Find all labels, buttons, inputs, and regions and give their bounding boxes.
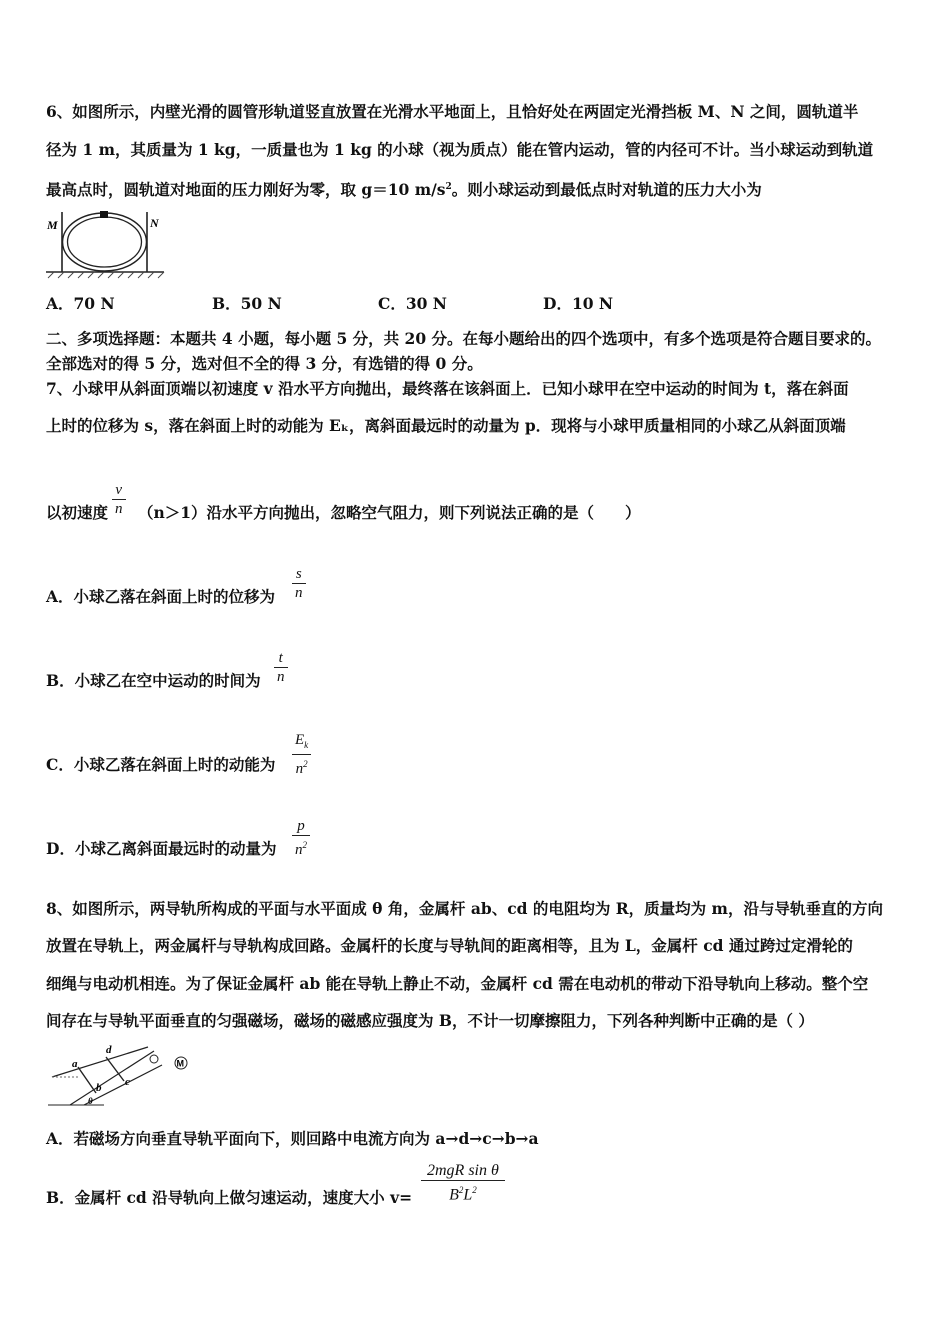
q8-fig-label-a: a: [72, 1058, 78, 1070]
q7-frac-c-num-sub: k: [304, 740, 309, 750]
q6-fig-inner-ring: [68, 217, 142, 267]
q7-frac-c-den-sup: 2: [303, 759, 308, 769]
q8-fig-pulley: [150, 1055, 158, 1063]
q7-option-b: B．小球乙在空中运动的时间为: [46, 671, 261, 690]
q6-fig-outer-ring: [63, 213, 147, 271]
q6-line3-sup: 2: [445, 182, 452, 192]
q8-text-line-1: 8、如图所示，两导轨所构成的平面与水平面成 θ 角，金属杆 ab、cd 的电阻均为 R，质量均为 m，沿与导轨垂直的方向: [46, 899, 883, 918]
q6-fig-label-m: M: [47, 218, 58, 232]
q7-frac-a-den: n: [292, 583, 306, 602]
q6-text-line-3: [46, 177, 762, 200]
q8-frac-b-num: 2mgR sin θ: [427, 1162, 499, 1179]
q7-option-b-fraction: [274, 649, 288, 686]
q6-text-line-1: 6、如图所示，内壁光滑的圆管形轨道竖直放置在光滑水平地面上，且恰好处在两固定光滑挡板 M、N 之间，圆轨道半: [46, 102, 859, 121]
q8-option-b-fraction: [421, 1162, 505, 1204]
q7-text-line-3-post: （n＞1）沿水平方向抛出，忽略空气阻力，则下列说法正确的是（ ）: [138, 503, 641, 522]
q7-option-d-fraction: [292, 817, 310, 859]
q6-text-line-2: 径为 1 m，其质量为 1 kg，一质量也为 1 kg 的小球（视为质点）能在管内运动，管的内径可不计。当小球运动到轨道: [46, 140, 874, 159]
q6-line3-part-b: 。则小球运动到最低点时对轨道的压力大小为: [451, 180, 762, 200]
q8-fig-label-b: b: [96, 1082, 102, 1094]
q6-fig-ground-hatch: [48, 272, 164, 278]
q7-frac-v-den: n: [112, 499, 126, 518]
q7-frac-c-num-e: E: [295, 732, 305, 748]
q7-frac-d-den-n: n: [295, 842, 303, 858]
q8-fig-label-d: d: [106, 1044, 112, 1056]
q8-text-line-2: 放置在导轨上，两金属杆与导轨构成回路。金属杆的长度与导轨间的距离相等，且为 L，金属杆 cd 通过跨过定滑轮的: [46, 936, 853, 955]
q8-frac-b-den-l: L: [463, 1186, 473, 1204]
q7-fraction-v-over-n: [112, 481, 126, 518]
q7-text-line-3-pre: 以初速度: [46, 503, 109, 522]
q8-text-line-4: 间存在与导轨平面垂直的匀强磁场，磁场的磁感应强度为 B，不计一切摩擦阻力，下列各种判断中正确的是（ ）: [46, 1011, 814, 1030]
q7-option-c-fraction: [292, 731, 311, 778]
q8-fig-label-theta: θ: [88, 1096, 93, 1106]
q8-frac-b-den-sup2: 2: [472, 1185, 477, 1195]
q7-frac-b-num: t: [278, 650, 283, 666]
q8-fig-rail-lower: [70, 1051, 154, 1105]
q7-option-c: C．小球乙落在斜面上时的动能为: [46, 755, 276, 774]
q6-line3-part-a: 最高点时，圆轨道对地面的压力刚好为零，取 g＝10 m/s: [46, 180, 446, 200]
q7-frac-b-den: n: [274, 667, 288, 686]
q8-option-b: B．金属杆 cd 沿导轨向上做匀速运动，速度大小 v=: [46, 1188, 413, 1207]
section2-heading-line-2: 全部选对的得 5 分，选对但不全的得 3 分，有选错的得 0 分。: [46, 354, 483, 373]
q7-frac-d-den-sup: 2: [302, 840, 307, 850]
q7-option-a-fraction: [292, 565, 306, 602]
q7-frac-a-num: s: [295, 566, 302, 582]
q7-option-a: A．小球乙落在斜面上时的位移为: [46, 587, 276, 606]
q8-fig-rod-cd: [106, 1057, 124, 1081]
q8-fig-rod-ab: [78, 1067, 96, 1093]
q6-option-d: D．10 N: [543, 294, 614, 313]
q8-figure-incline-rails: [44, 1043, 196, 1109]
section2-heading-line-1: 二、多项选择题：本题共 4 小题，每小题 5 分，共 20 分。在每小题给出的四个选项中，有多个选项是符合题目要求的。: [46, 329, 882, 348]
q8-option-a: A．若磁场方向垂直导轨平面向下，则回路中电流方向为 a→d→c→b→a: [46, 1129, 539, 1148]
q7-frac-c-num: [292, 731, 311, 754]
q6-fig-label-n: N: [150, 216, 159, 230]
q7-option-d: D．小球乙离斜面最远时的动量为: [46, 839, 277, 858]
q7-frac-v-num: v: [115, 482, 123, 498]
q6-figure-circular-track: [44, 208, 168, 280]
q6-option-a: A．70 N: [46, 294, 115, 313]
q7-text-line-1: 7、小球甲从斜面顶端以初速度 v 沿水平方向抛出，最终落在该斜面上．已知小球甲在空中运动的时间为 t，落在斜面: [46, 379, 849, 398]
q7-frac-d-den: [292, 835, 310, 859]
q8-frac-b-den-b: B: [449, 1186, 459, 1204]
q8-frac-b-den: [421, 1180, 505, 1204]
q8-fig-label-c: c: [125, 1076, 130, 1088]
q6-option-c: C．30 N: [378, 294, 447, 313]
q8-frac-b-den-sup1: 2: [458, 1185, 464, 1195]
q8-text-line-3: 细绳与电动机相连。为了保证金属杆 ab 能在导轨上静止不动，金属杆 cd 需在电动机的带动下沿导轨向上移动。整个空: [46, 974, 869, 993]
q6-fig-ball: [100, 211, 108, 218]
q6-option-b: B．50 N: [212, 294, 282, 313]
q8-fig-motor-label: M: [176, 1058, 184, 1069]
q7-text-line-2: 上时的位移为 s，落在斜面上时的动能为 Eₖ，离斜面最远时的动量为 p．现将与小球甲质量相同的小球乙从斜面顶端: [46, 416, 846, 435]
q7-frac-c-den: [292, 754, 311, 778]
q7-frac-d-num: p: [297, 818, 305, 834]
q7-frac-c-den-n: n: [295, 761, 304, 777]
q8-fig-rail-upper-1: [52, 1047, 148, 1077]
